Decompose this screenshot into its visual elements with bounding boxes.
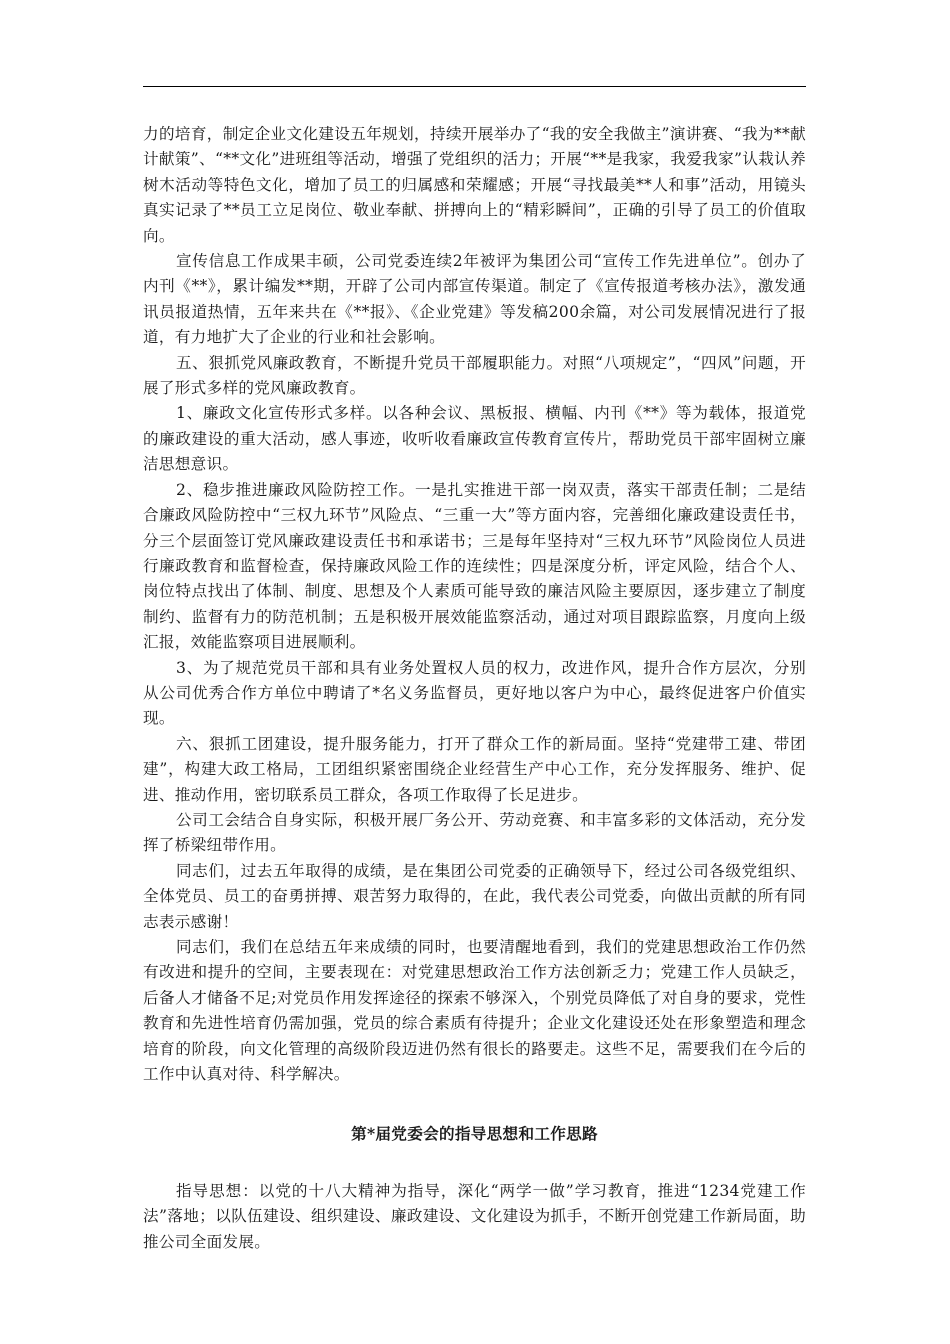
paragraph-guiding-ideology: 指导思想：以党的十八大精神为指导，深化“两学一做”学习教育，推进“1234党建工作法”落地；以队伍建设、组织建设、廉政建设、文化建设为抓手，不断开创党建工作新局面，助推公司全面发展。 (143, 1181, 806, 1251)
section-title: 第*届党委会的指导思想和工作思路 (351, 1124, 598, 1144)
paragraph-section-six: 六、狠抓工团建设，提升服务能力，打开了群众工作的新局面。坚持“党建带工建、带团建”，构建大政工格局，工团组织紧密围绕企业经营生产中心工作，充分发挥服务、维护、促进、推动作用，密切联系员工群众，各项工作取得了长足进步。 (143, 734, 806, 804)
paragraph-section-five: 五、狠抓党风廉政教育，不断提升党员干部履职能力。对照“八项规定”，“四风”问题，开展了形式多样的党风廉政教育。 (143, 353, 806, 398)
document-body (143, 122, 806, 1255)
paragraph-item-3: 3、为了规范党员干部和具有业务处置权人员的权力，改进作风，提升合作方层次，分别从公司优秀合作方单位中聘请了*名义务监督员，更好地以客户为中心，最终促进客户价值实现。 (143, 658, 806, 728)
paragraph-shortcomings: 同志们，我们在总结五年来成绩的同时，也要清醒地看到，我们的党建思想政治工作仍然有改进和提升的空间，主要表现在：对党建思想政治工作方法创新乏力；党建工作人员缺乏，后备人才储备不足;对党员作用发挥途径的探索不够深入，个别党员降低了对自身的要求，党性教育和先进性培育仍需加强，党员的综合素质有待提升；企业文化建设还处在形象塑造和理念培育的阶段，向文化管理的高级阶段迈进仍然有很长的路要走。这些不足，需要我们在今后的工作中认真对待、科学解决。 (143, 938, 806, 1084)
header-rule (143, 86, 806, 87)
paragraph-culture-activities: 力的培育，制定企业文化建设五年规划，持续开展举办了“我的安全我做主”演讲赛、“我为**献计献策”、“**文化”进班组等活动，增强了党组织的活力；开展“**是我家，我爱我家”认栽认养树木活动等特色文化，增加了员工的归属感和荣耀感；开展“寻找最美**人和事”活动，用镜头真实记录了**员工立足岗位、敬业奉献、拼搏向上的“精彩瞬间”，正确的引导了员工的价值取向。 (143, 125, 806, 245)
paragraph-thanks: 同志们，过去五年取得的成绩，是在集团公司党委的正确领导下，经过公司各级党组织、全体党员、员工的奋勇拼搏、艰苦努力取得的，在此，我代表公司党委，向做出贡献的所有同志表示感谢！ (143, 861, 806, 931)
paragraph-trade-union: 公司工会结合自身实际，积极开展厂务公开、劳动竞赛、和丰富多彩的文体活动，充分发挥了桥梁纽带作用。 (143, 810, 806, 855)
paragraph-publicity-results: 宣传信息工作成果丰硕，公司党委连续2年被评为集团公司“宣传工作先进单位”。创办了内刊《**》，累计编发**期，开辟了公司内部宣传渠道。制定了《宣传报道考核办法》，激发通讯员报道热情，五年来共在《**报》、《企业党建》等发稿200余篇，对公司发展情况进行了报道，有力地扩大了企业的行业和社会影响。 (143, 252, 806, 347)
paragraph-item-1: 1、廉政文化宣传形式多样。以各种会议、黑板报、横幅、内刊《**》等为载体，报道党的廉政建设的重大活动，感人事迹，收听收看廉政宣传教育宣传片，帮助党员干部牢固树立廉洁思想意识。 (143, 404, 806, 474)
paragraph-item-2: 2、稳步推进廉政风险防控工作。一是扎实推进干部一岗双责，落实干部责任制；二是结合廉政风险防控中“三权九环节”风险点、“三重一大”等方面内容，完善细化廉政建设责任书，分三个层面签订党风廉政建设责任书和承诺书；三是每年坚持对“三权九环节”风险岗位人员进行廉政教育和监督检查，保持廉政风险工作的连续性；四是深度分析，评定风险，结合个人、岗位特点找出了体制、制度、思想及个人素质可能导致的廉洁风险主要原因，逐步建立了制度制约、监督有力的防范机制；五是积极开展效能监察活动，通过对项目跟踪监察，月度向上级汇报，效能监察项目进展顺利。 (143, 480, 806, 652)
